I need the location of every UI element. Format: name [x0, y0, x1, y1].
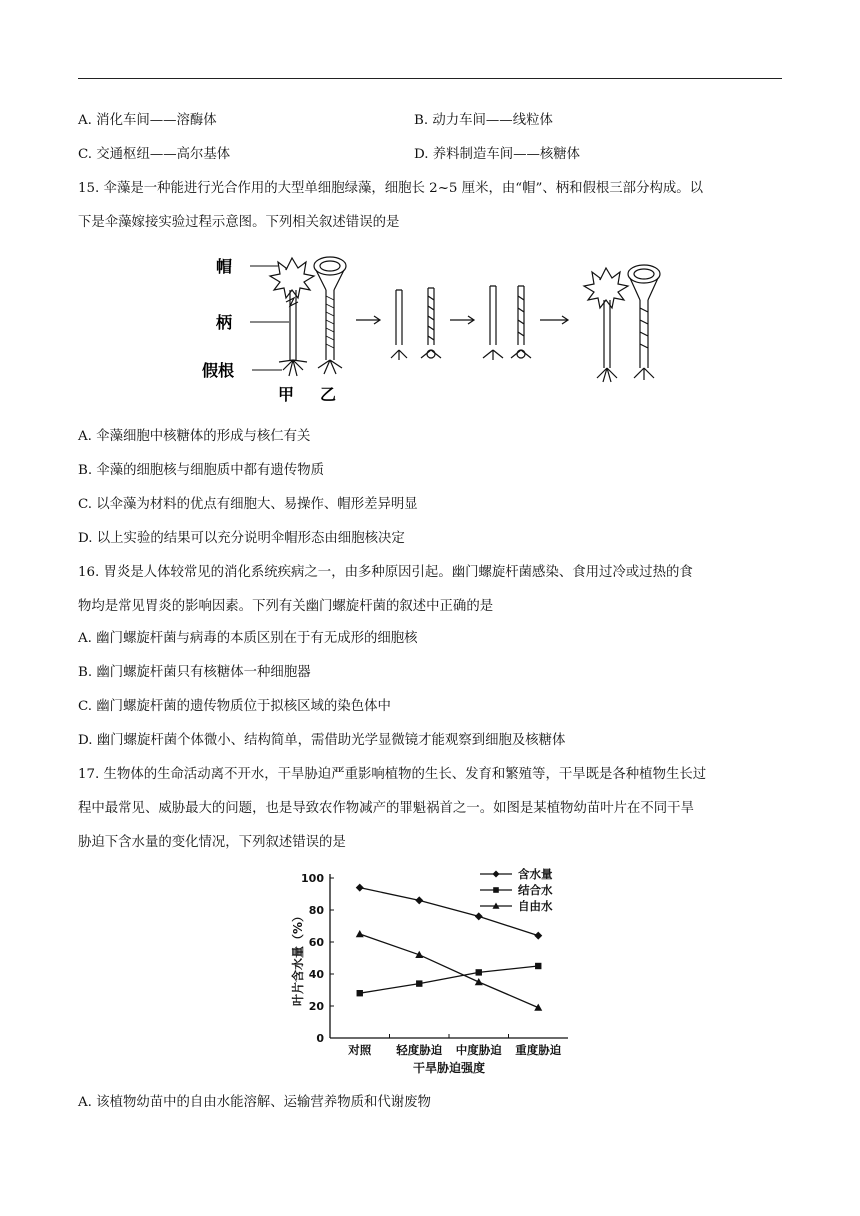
chart-legend	[480, 867, 553, 913]
stage3-left-rhizoid	[483, 350, 503, 360]
stage3-right-stalk	[518, 286, 524, 345]
data-point-square	[416, 980, 422, 986]
label-stalk: 柄	[216, 313, 233, 332]
arrow-2	[450, 316, 474, 324]
chart-y-axis-label: 叶片含水量（%）	[291, 909, 305, 1007]
chart-series	[356, 884, 543, 1011]
q14-option-b: B. 动力车间——线粒体	[414, 113, 553, 128]
data-point-triangle	[475, 978, 483, 985]
y-tick-label: 0	[316, 1032, 324, 1045]
q17-stem-line2: 程中最常见、威胁最大的问题，也是导致农作物减产的罪魁祸首之一。如图是某植物幼苗叶片在不同干旱	[78, 801, 694, 816]
label-pointers	[250, 266, 289, 370]
q16-option-a: A. 幽门螺旋杆菌与病毒的本质区别在于有无成形的细胞核	[78, 631, 418, 646]
data-point-square	[535, 963, 541, 969]
arrow-1	[356, 316, 380, 324]
label-yi: 乙	[320, 385, 337, 404]
yi-stalk-hatching	[326, 296, 334, 348]
y-tick-label: 40	[308, 968, 324, 981]
q15-option-c: C. 以伞藻为材料的优点有细胞大、易操作、帽形差异明显	[78, 497, 418, 512]
stage2-right-nucleus	[427, 350, 435, 358]
q15-option-d: D. 以上实验的结果可以充分说明伞帽形态由细胞核决定	[78, 531, 405, 546]
result-right-cap-inner	[634, 269, 654, 279]
q15-option-b: B. 伞藻的细胞核与细胞质中都有遗传物质	[78, 463, 324, 478]
yi-cap-outer	[314, 257, 346, 275]
x-tick-label: 重度胁迫	[515, 1043, 562, 1057]
data-point-diamond	[356, 884, 364, 892]
stage3-right-nucleus	[517, 350, 525, 358]
q16-stem-line2: 物均是常见胃炎的影响因素。下列有关幽门螺旋杆菌的叙述中正确的是	[78, 599, 494, 614]
result-right-stalk	[640, 300, 648, 368]
q14-option-d: D. 养料制造车间——核糖体	[414, 147, 581, 162]
jia-cap-shape	[270, 258, 314, 298]
acetabularia-grafting-figure	[196, 250, 666, 412]
label-cap: 帽	[216, 257, 233, 276]
data-point-diamond	[415, 896, 423, 904]
q16-stem-line1: 16. 胃炎是人体较常见的消化系统疾病之一，由多种原因引起。幽门螺旋杆菌感染、食用过冷或过热的食	[78, 565, 693, 580]
stage3-left-stalk	[490, 286, 496, 345]
yi-cap-inner	[320, 261, 340, 271]
data-point-square	[476, 969, 482, 975]
result-right-cap-outer	[628, 265, 660, 283]
legend-label: 结合水	[518, 883, 553, 897]
water-content-chart	[284, 862, 578, 1084]
arrow-3	[540, 316, 568, 324]
jia-rhizoid-shape	[279, 360, 307, 376]
stage3-right-rhizoid	[511, 350, 531, 358]
y-tick-label: 60	[308, 936, 324, 949]
q17-option-a: A. 该植物幼苗中的自由水能溶解、运输营养物质和代谢废物	[78, 1095, 431, 1110]
q16-option-c: C. 幽门螺旋杆菌的遗传物质位于拟核区域的染色体中	[78, 699, 391, 714]
data-point-diamond	[475, 912, 483, 920]
label-rhizoid: 假根	[202, 361, 235, 380]
yi-rhizoid-shape	[318, 360, 342, 374]
q17-stem-line1: 17. 生物体的生命活动离不开水，干旱胁迫严重影响植物的生长、发育和繁殖等，干旱既是各种植物生长过	[78, 767, 707, 782]
stage2-left-rhizoid	[391, 350, 407, 360]
result-left-stalk	[604, 300, 610, 368]
legend-marker-square	[493, 887, 499, 893]
y-tick-label: 100	[301, 872, 324, 885]
yi-stalk-shape	[326, 290, 334, 360]
chart-x-axis-label: 干旱胁迫强度	[412, 1061, 486, 1075]
legend-label: 含水量	[518, 867, 553, 881]
q14-row-2	[78, 146, 581, 164]
q15-stem-line2: 下是伞藻嫁接实验过程示意图。下列相关叙述错误的是	[78, 215, 400, 230]
result-right-rhizoid	[634, 368, 654, 380]
legend-label: 自由水	[518, 899, 553, 913]
q16-option-b: B. 幽门螺旋杆菌只有核糖体一种细胞器	[78, 665, 311, 680]
stage2-left-stalk	[396, 290, 402, 345]
x-tick-label: 轻度胁迫	[396, 1043, 443, 1057]
series-line-diamond	[360, 888, 539, 936]
legend-marker-diamond	[493, 871, 500, 878]
data-point-triangle	[356, 930, 364, 937]
y-tick-label: 80	[308, 904, 324, 917]
q17-stem-line3: 胁迫下含水量的变化情况，下列叙述错误的是	[78, 835, 346, 850]
label-jia: 甲	[278, 385, 295, 404]
q14-option-c: C. 交通枢纽——高尔基体	[78, 147, 231, 162]
data-point-triangle	[534, 1004, 542, 1011]
stage2-right-rhizoid	[421, 350, 441, 358]
q15-stem-line1: 15. 伞藻是一种能进行光合作用的大型单细胞绿藻，细胞长 2~5 厘米，由“帽”、柄和假根三部分构成。以	[78, 181, 704, 196]
q14-row-1	[78, 112, 553, 130]
data-point-diamond	[534, 932, 542, 940]
chart-y-ticks	[301, 872, 334, 1045]
q15-option-a: A. 伞藻细胞中核糖体的形成与核仁有关	[78, 429, 311, 444]
x-tick-label: 对照	[348, 1043, 372, 1057]
data-point-square	[357, 990, 363, 996]
y-tick-label: 20	[308, 1000, 324, 1013]
header-rule	[78, 78, 782, 79]
stage2-right-stalk	[428, 288, 434, 345]
result-left-cap	[584, 268, 628, 308]
series-line-triangle	[360, 934, 539, 1008]
q16-option-d: D. 幽门螺旋杆菌个体微小、结构简单，需借助光学显微镜才能观察到细胞及核糖体	[78, 733, 566, 748]
q14-option-a: A. 消化车间——溶酶体	[78, 113, 217, 128]
series-line-square	[360, 966, 539, 993]
x-tick-label: 中度胁迫	[455, 1043, 502, 1057]
result-left-rhizoid	[597, 368, 617, 382]
